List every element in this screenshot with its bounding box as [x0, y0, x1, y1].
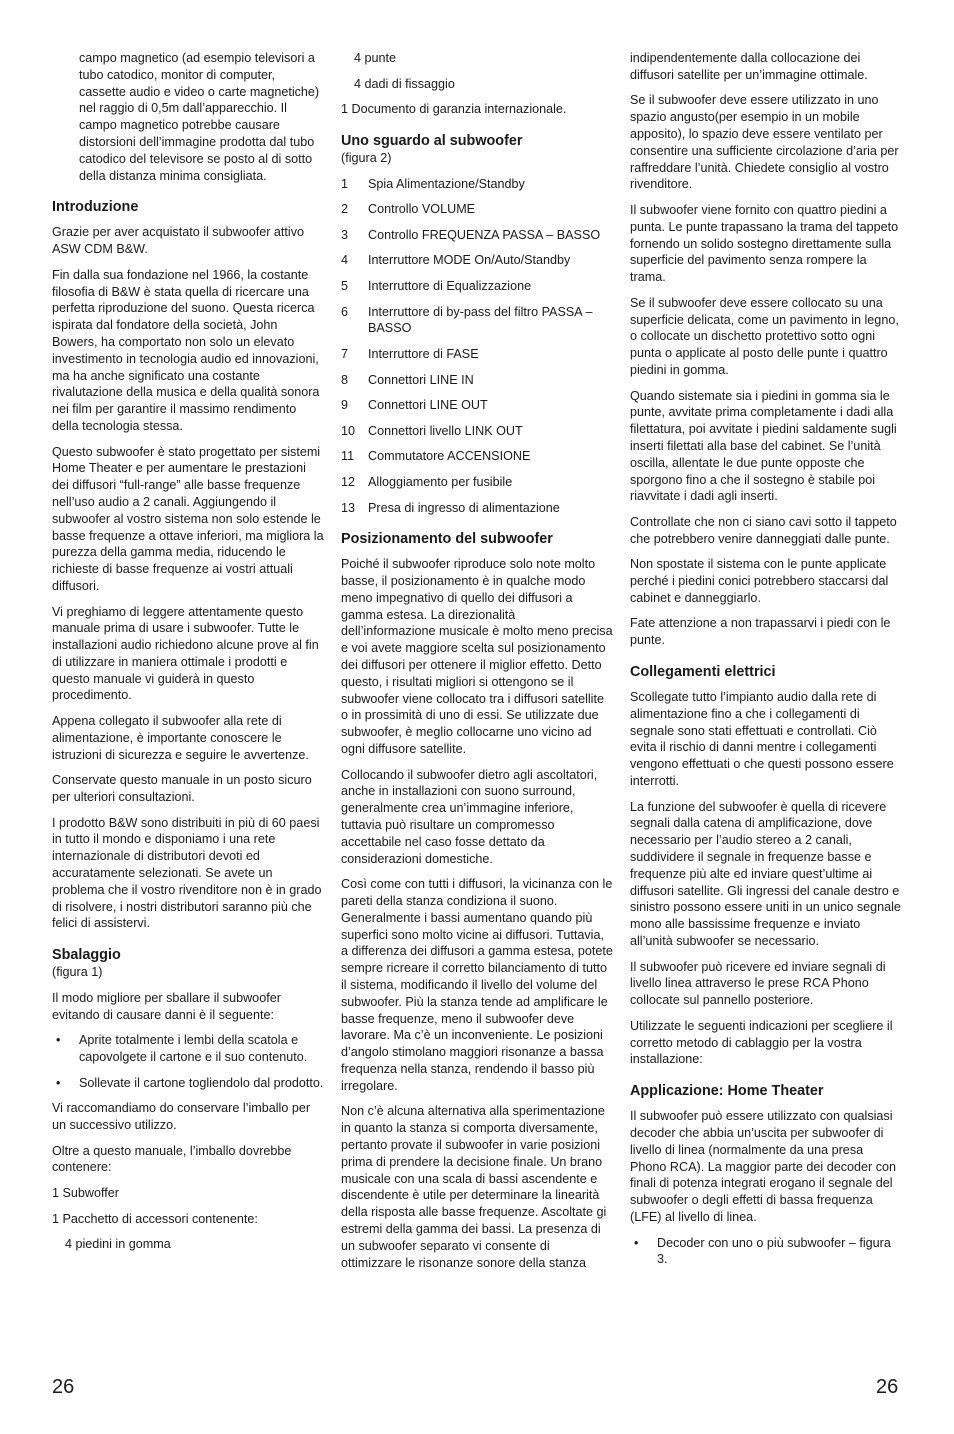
list-item: • Sollevate il cartone togliendolo dal prodotto.: [56, 1075, 324, 1090]
paragraph: Se il subwoofer deve essere utilizzato in uno spazio angusto(per esempio in un mobile apposito), lo spazio deve essere ventilato per consentire una sufficiente circolazione d’aria per raffreddare l’unità. Chiedete consiglio al vostro rivenditore.: [630, 93, 899, 192]
paragraph: Quando sistemate sia i piedini in gomma sia le punte, avvitate prima completamente i dadi alla filettatura, poi avvitate i piedini saldamente sugli inserti filettati alla base del cabinet. Se l’unità oscilla, allentate le due punte opposte che sporgono fino a che il sostegno è stabile poi riavvitate i dadi agli inserti.: [630, 388, 897, 504]
list-item: 2 Controllo VOLUME: [341, 202, 476, 217]
heading-posizionamento: Posizionamento del subwoofer: [341, 531, 553, 548]
paragraph: Controllate che non ci siano cavi sotto il tappeto che potrebbero venire danneggiati dalle punte.: [630, 514, 897, 546]
paragraph: Fin dalla sua fondazione nel 1966, la costante filosofia di B&W è stata quella di ricercare una perfetta riproduzione del suono. Questa ricerca ispirata dal fondatore della società, John Bowers, ha comportato non solo un elevato investimento in tecnologia audio ed innovazioni, ma ha anche significato una costante rivalutazione della musica e della qualità sonora nei film per garantire il massimo rendimento della tecnologia stessa.: [52, 267, 320, 433]
paragraph: Se il subwoofer deve essere collocato su una superficie delicata, come un pavimento in legno, o collocate un dischetto protettivo sotto ogni punta o applicate al posto delle punte i quattro piedini in gomma.: [630, 295, 899, 377]
paragraph: 4 dadi di fissaggio: [354, 76, 455, 91]
heading-uno-sguardo: Uno sguardo al subwoofer: [341, 132, 523, 149]
heading-collegamenti: Collegamenti elettrici: [630, 664, 776, 681]
paragraph: Non spostate il sistema con le punte applicate perché i piedini conici potrebbero staccarsi dal cabinet e danneggiarlo.: [630, 557, 889, 605]
paragraph: Conservate questo manuale in un posto sicuro per ulteriori consultazioni.: [52, 773, 312, 805]
paragraph: indipendentemente dalla collocazione dei diffusori satellite per un’immagine ottimale.: [630, 51, 868, 82]
paragraph: Poiché il subwoofer riproduce solo note molto basse, il posizionamento è in qualche modo meno impegnativo di quello dei diffusori a gamma estesa. La direzionalità dell’informazione musicale è molto meno precisa e voi avete maggiore scelta sul posizionamento dei diffusori per ottenere il miglior effetto. Detto questo, i risultati migliori si ottengono se il subwoofer viene collocato tra i diffusori satellite o in prossimità di uno di essi. Se utilizzate due subwoofer, è meglio collocarne uno vicino ad ogni diffusore satellite.: [341, 557, 613, 757]
paragraph: Scollegate tutto l’impianto audio dalla rete di alimentazione fino a che i collegamenti di segnale sono stati effettuati e controllati. Ciò evita il rischio di danni mentre i collegamenti vengono effettuati o che questi possono essere interrotti.: [630, 690, 894, 789]
figure-ref: (figura 1): [52, 965, 103, 980]
paragraph: Questo subwoofer è stato progettato per sistemi Home Theater e per aumentare le prestazioni dei diffusori “full-range” alle basse frequenze nell’uso audio a 2 canali. Aggiungendo il subwoofer al vostro sistema non solo estende le basse frequenze a ottave inferiori, ma migliora la purezza della gamma media, riducendo le richieste di basse frequenze ai vostri attuali diffusori.: [52, 444, 324, 593]
paragraph: Grazie per aver acquistato il subwoofer attivo ASW CDM B&W.: [52, 225, 304, 257]
paragraph: Non c’è alcuna alternativa alla sperimentazione in quanto la stanza si comporta diversamente, pertanto provate il subwoofer in varie posizioni prima di prendere la decisione finale. Un brano musicale con una scala di bassi ascendente e discendente è utile per determinare la linearità della risposta alle basse frequenze. Ascoltate gi estremi della gamma dei bassi. La presenza di un subwoofer separato vi consente di ottimizzare le risonanze sonore della stanza: [341, 1104, 607, 1270]
bullet-icon: •: [634, 1235, 639, 1250]
paragraph: Collocando il subwoofer dietro agli ascoltatori, anche in installazioni con suono surround, generalmente crea un’immagine inferiore, tuttavia può risultare un compromesso accettabile nel caso fosse dettato da considerazioni domestiche.: [341, 767, 598, 866]
list-item: 3 Controllo FREQUENZA PASSA – BASSO: [341, 227, 601, 242]
paragraph: 1 Subwoffer: [52, 1185, 119, 1200]
column-2: [341, 50, 613, 1280]
list-item: 9 Connettori LINE OUT: [341, 398, 488, 413]
page-number-left: 26: [52, 1376, 75, 1398]
paragraph: campo magnetico (ad esempio televisori a tubo catodico, monitor di computer, cassette audio e video o carte magnetiche) nel raggio di 0,5m dall’apparecchio. Il campo magnetico potrebbe causare distorsioni dell’immagine prodotta dal tubo catodico del televisore se posto al di sotto della distanza minima consigliata.: [79, 51, 320, 183]
page-number-right: 26: [876, 1376, 899, 1398]
paragraph: La funzione del subwoofer è quella di ricevere segnali dalla catena di amplificazione, dove necessario per l’audio stereo a 2 canali, suddividere il segnale in frequenze basse e frequenze più alte ed inviare quest’ultime ai diffusori satellite. Gli ingressi del canale destro e sinistro possono essere uniti in un unico segnale mono alle bassissime frequenze e inviato all’unità subwoofer se necessario.: [630, 799, 901, 949]
paragraph: 4 piedini in gomma: [65, 1237, 171, 1252]
paragraph: Utilizzate le seguenti indicazioni per scegliere il corretto metodo di cablaggio per la vostra installazione:: [630, 1018, 893, 1067]
paragraph: Fate attenzione a non trapassarvi i piedi con le punte.: [630, 616, 891, 648]
heading-sbalaggio: Sbalaggio: [52, 947, 121, 964]
figure-ref: (figura 2): [341, 150, 392, 165]
bullet-icon: •: [56, 1075, 61, 1090]
list-item: 13 Presa di ingresso di alimentazione: [341, 500, 560, 515]
paragraph: Oltre a questo manuale, l’imballo dovrebbe contenere:: [52, 1143, 292, 1175]
list-item: 4 Interruttore MODE On/Auto/Standby: [341, 253, 571, 268]
paragraph: 1 Pacchetto di accessori contenente:: [52, 1211, 258, 1226]
heading-introduzione: Introduzione: [52, 199, 139, 216]
bullet-icon: •: [56, 1033, 61, 1048]
list-item: • Aprite totalmente i lembi della scatola e capovolgete il cartone e il suo contenuto.: [56, 1033, 308, 1065]
paragraph: Appena collegato il subwoofer alla rete di alimentazione, è importante conoscere le istruzioni di sicurezza e seguire le avvertenze.: [52, 714, 309, 762]
heading-applicazione: Applicazione: Home Theater: [630, 1083, 824, 1100]
column-3: [630, 50, 902, 1277]
paragraph: Il modo migliore per sballare il subwoofer evitando di causare danni è il seguente:: [52, 990, 281, 1022]
list-item: • Decoder con uno o più subwoofer – figura 3.: [634, 1235, 891, 1267]
feature-list: [341, 176, 613, 517]
paragraph: I prodotto B&W sono distribuiti in più di 60 paesi in tutto il mondo e disponiamo i una rete internazionale di distributori devoti ed accuratamente selezionati. Se avete un problema che il vostro rivenditore non è in grado di risolvere, i nostri distributori saranno più che felici di assistervi.: [52, 815, 322, 931]
paragraph: 1 Documento di garanzia internazionale.: [341, 102, 567, 117]
list-item: 8 Connettori LINE IN: [341, 372, 474, 387]
paragraph: 4 punte: [354, 51, 397, 65]
list-item: 11 Commutatore ACCENSIONE: [341, 449, 531, 464]
paragraph: Il subwoofer viene fornito con quattro piedini a punta. Le punte trapassano la trama del tappeto fornendo un solido sostegno direttamente sulla superficie del pavimento senza rompere la trama.: [630, 202, 899, 285]
column-1: [52, 50, 324, 1262]
paragraph: Il subwoofer può essere utilizzato con qualsiasi decoder che abbia un’uscita per subwoofer di livello di linea (normalmente da una presa Phono RCA). La maggior parte dei decoder con finali di potenza integrati erogano il segnale del subwoofer o degli effetti di bassa frequenza (LFE) al livello di linea.: [630, 1109, 897, 1224]
paragraph: Il subwoofer può ricevere ed inviare segnali di livello linea attraverso le prese RCA Phono collocate sul pannello posteriore.: [630, 959, 886, 1008]
list-item: 10 Connettori livello LINK OUT: [341, 423, 523, 438]
list-item: 6 Interruttore di by-pass del filtro PASSA – BASSO: [341, 304, 593, 336]
list-item: 1 Spia Alimentazione/Standby: [341, 176, 525, 191]
paragraph: Vi raccomandiamo do conservare l’imballo per un successivo utilizzo.: [52, 1101, 311, 1132]
list-item: 5 Interruttore di Equalizzazione: [341, 278, 532, 293]
paragraph: Così come con tutti i diffusori, la vicinanza con le pareti della stanza condiziona il suono. Generalmente i bassi aumentano quando più superfici sono molto vicine ai diffusori. Tuttavia, a differenza dei diffusori a gamma estesa, potete sempre ricreare il corretto bilanciamento di tutto il sistema, modificando il livello del volume del subwoofer. Più la stanza tende ad amplificare le basse frequenze, meno il subwoofer deve lavorare. Ma c’è un inconveniente. Le posizioni d’angolo stimolano maggiori risonanze a bassa frequenza nella stanza, rendendo il basso più irregolare.: [341, 877, 613, 1093]
list-item: 12 Alloggiamento per fusibile: [341, 474, 513, 489]
list-item: 7 Interruttore di FASE: [341, 346, 479, 361]
paragraph: Vi preghiamo di leggere attentamente questo manuale prima di usare i subwoofer. Tutte le installazioni audio richiedono alcune prove al fin di utilizzare in maniera ottimale i prodotti e questo manuale vi guiderà in questo procedimento.: [52, 604, 319, 703]
